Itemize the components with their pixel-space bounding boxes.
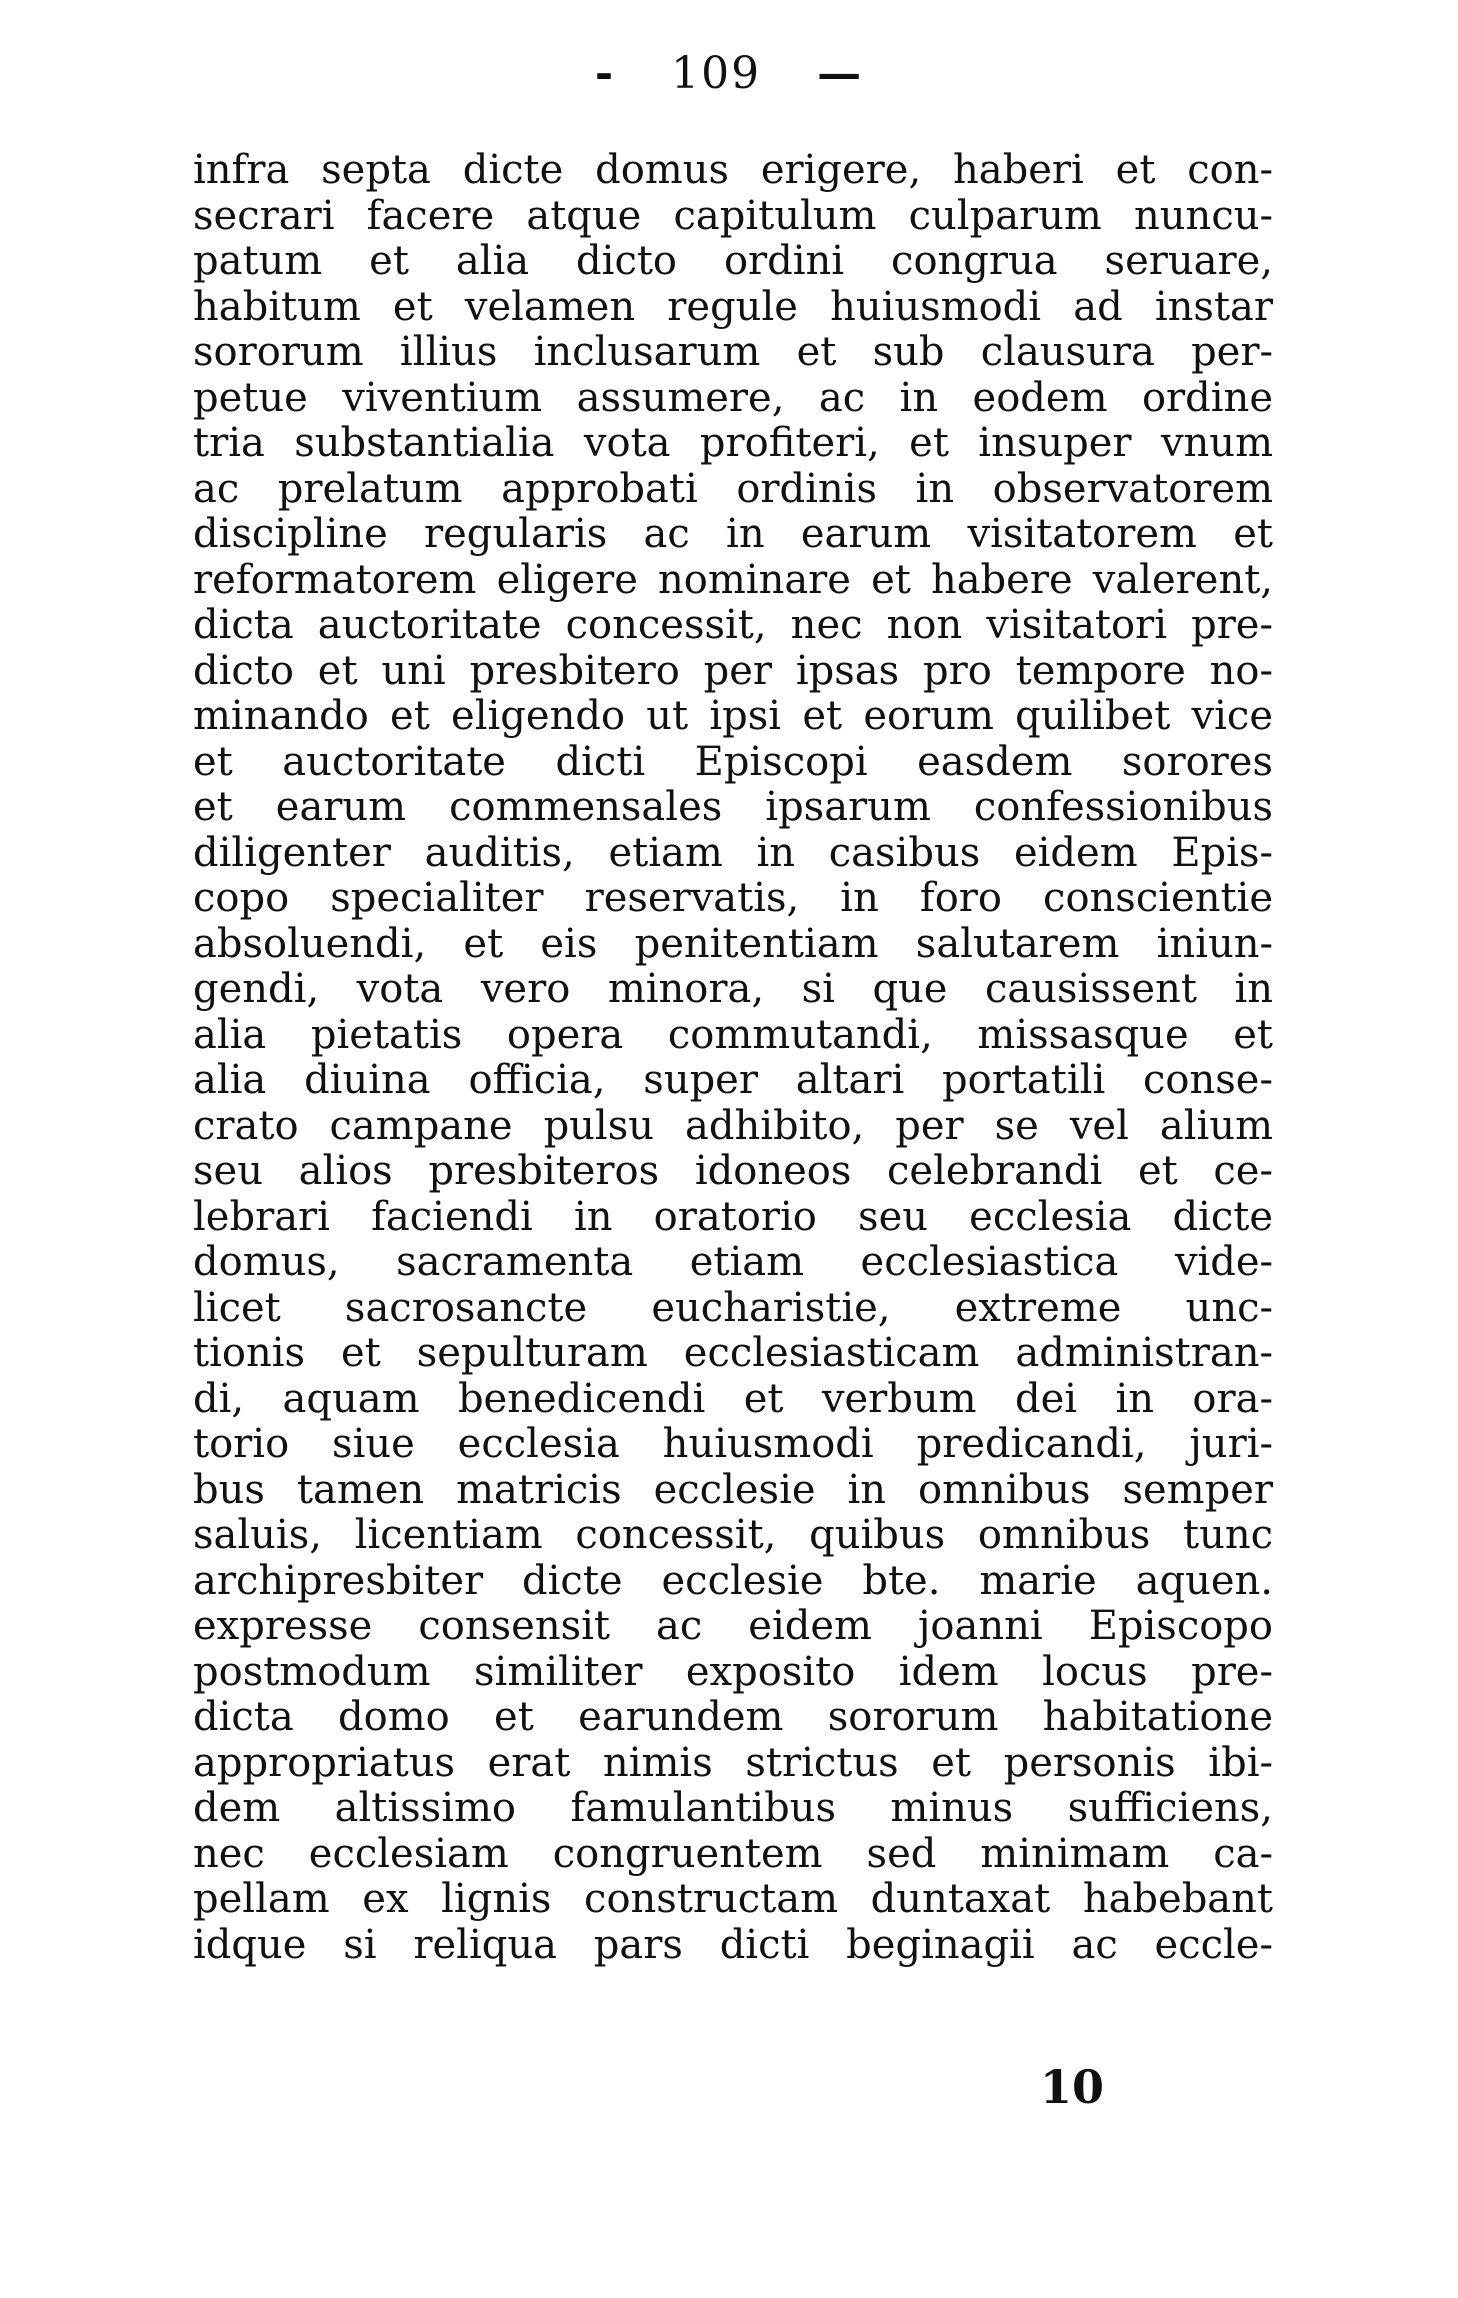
body-text — [193, 148, 1273, 1968]
header-dash-left: - — [594, 48, 616, 99]
text-line: absoluendi, et eis penitentiam salutarem iniun- — [193, 920, 1273, 967]
text-line: habitum et velamen regule huiusmodi ad instar — [193, 283, 1273, 330]
text-line: tria substantialia vota profiteri, et insuper vnum — [193, 420, 1273, 466]
text-line: secrari facere atque capitulum culparum nuncu- — [193, 192, 1273, 239]
text-line: discipline regularis ac in earum visitatorem et — [193, 511, 1273, 557]
text-line: dicto et uni presbitero per ipsas pro tempore no- — [193, 647, 1273, 694]
text-line: alia pietatis opera commutandi, missasque et — [193, 1011, 1273, 1058]
text-line: saluis, licentiam concessit, quibus omnibus tunc — [193, 1512, 1273, 1558]
text-line: crato campane pulsu adhibito, per se vel alium — [193, 1102, 1273, 1149]
text-line: petue viventium assumere, ac in eodem ordine — [193, 374, 1273, 421]
text-line: seu alios presbiteros idoneos celebrandi et ce- — [193, 1148, 1273, 1194]
text-line: dicta auctoritate concessit, nec non visitatori pre- — [193, 602, 1273, 648]
text-line: licet sacrosancte eucharistie, extreme unc- — [193, 1284, 1273, 1331]
text-line: copo specialiter reservatis, in foro conscientie — [193, 875, 1273, 921]
text-line: gendi, vota vero minora, si que causissent in — [193, 966, 1273, 1012]
text-line: domus, sacramenta etiam ecclesiastica vide- — [193, 1239, 1273, 1285]
text-line: expresse consensit ac eidem joanni Episcopo — [193, 1603, 1273, 1649]
text-line: reformatorem eligere nominare et habere valerent, — [193, 556, 1273, 603]
text-line: di, aquam benedicendi et verbum dei in ora- — [193, 1375, 1273, 1422]
text-line: pellam ex lignis constructam duntaxat habebant — [193, 1876, 1273, 1922]
text-line: minando et eligendo ut ipsi et eorum quilibet vice — [193, 693, 1273, 739]
text-line: tionis et sepulturam ecclesiasticam administran- — [193, 1330, 1273, 1376]
text-line: infra septa dicte domus erigere, haberi et con- — [193, 147, 1273, 193]
text-line: idque si reliqua pars dicti beginagii ac eccle- — [193, 1921, 1273, 1968]
text-line: lebrari faciendi in oratorio seu ecclesia dicte — [193, 1193, 1273, 1240]
text-line: appropriatus erat nimis strictus et personis ibi- — [193, 1739, 1273, 1786]
text-line: bus tamen matricis ecclesie in omnibus semper — [193, 1466, 1273, 1513]
text-line: sororum illius inclusarum et sub clausura per- — [193, 329, 1273, 375]
text-line: et auctoritate dicti Episcopi easdem sorores — [193, 738, 1273, 785]
text-line: alia diuina officia, super altari portatili conse- — [193, 1057, 1273, 1103]
text-line: postmodum similiter exposito idem locus pre- — [193, 1648, 1273, 1695]
text-line: patum et alia dicto ordini congrua seruare, — [193, 238, 1273, 284]
text-line: ac prelatum approbati ordinis in observatorem — [193, 465, 1273, 512]
text-line: et earum commensales ipsarum confessionibus — [193, 784, 1273, 830]
text-line: diligenter auditis, etiam in casibus eidem Epis- — [193, 829, 1273, 876]
text-line: torio siue ecclesia huiusmodi predicandi, juri- — [193, 1421, 1273, 1467]
text-line: nec ecclesiam congruentem sed minimam ca- — [193, 1830, 1273, 1877]
text-line: archipresbiter dicte ecclesie bte. marie aquen. — [193, 1557, 1273, 1604]
page-header — [0, 48, 1458, 99]
text-line: dem altissimo famulantibus minus sufficiens, — [193, 1785, 1273, 1831]
page-number: 109 — [671, 48, 762, 99]
signature-mark: 10 — [1040, 2060, 1105, 2114]
header-dash-right: — — [817, 48, 864, 99]
text-line: dicta domo et earundem sororum habitatione — [193, 1694, 1273, 1740]
